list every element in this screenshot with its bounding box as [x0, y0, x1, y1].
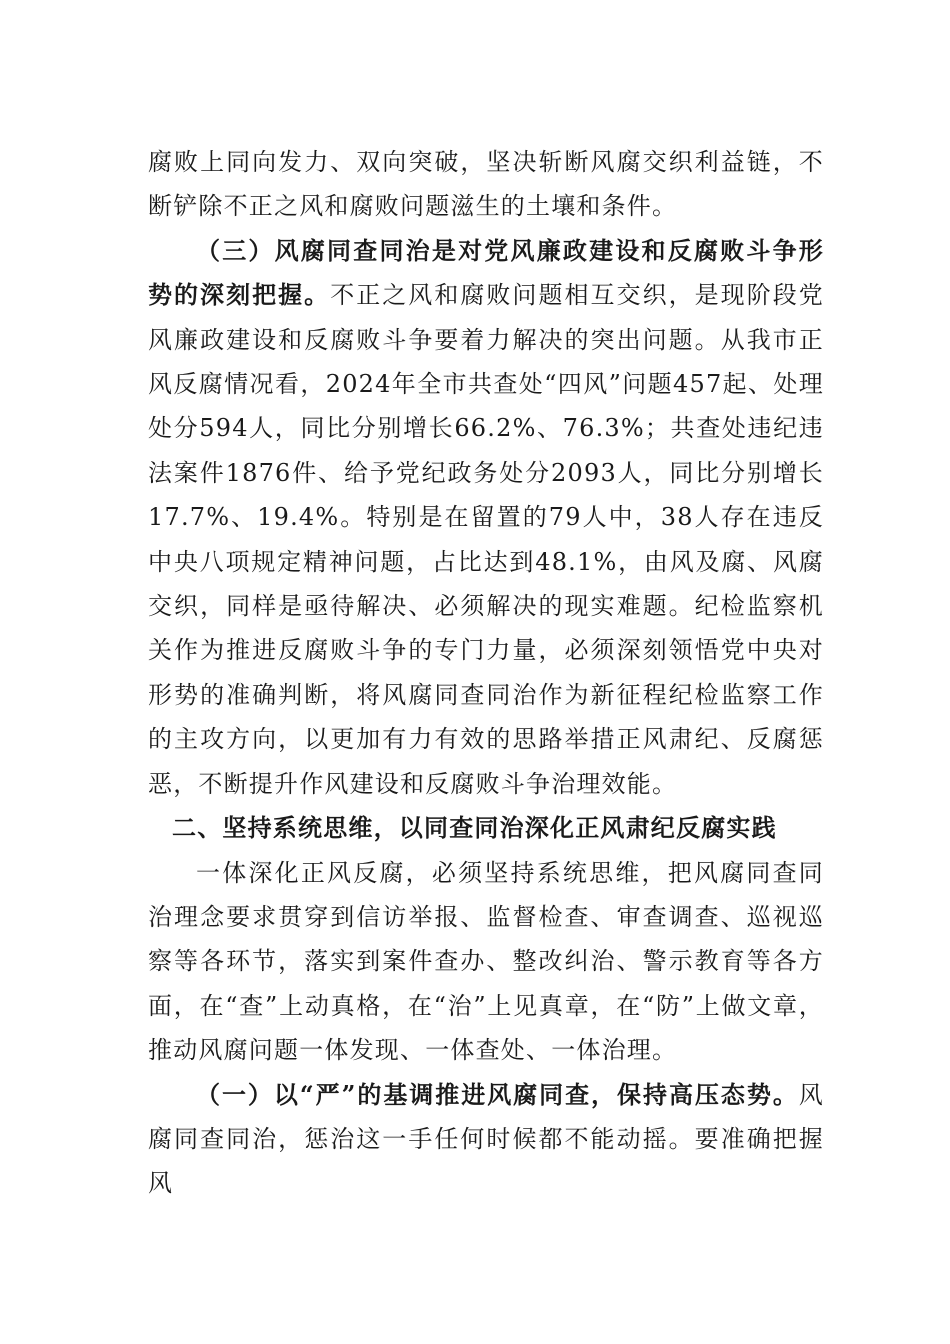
- paragraph-lead-heading: （三）风腐同查同治是对党风廉政建设和反腐败斗争形势的深刻把握。: [148, 235, 824, 310]
- paragraph-subsection-one: [148, 1073, 824, 1206]
- paragraph-section-three: [148, 229, 824, 806]
- paragraph-text: 不正之风和腐败问题相互交织，是现阶段党风廉政建设和反腐败斗争要着力解决的突出问题。从我市正风反腐情况看，2024年全市共查处“四风”问题457起、处理处分594人，同比分别增长66.2%、76.3%；共查处违纪违法案件1876件、给予党纪政务处分2093人，同比分别增长17.7%、19.4%。特别是在留置的79人中，38人存在违反中央八项规定精神问题，占比达到48.1%，由风及腐、风腐交织，同样是亟待解决、必须解决的现实难题。纪检监察机关作为推进反腐败斗争的专门力量，必须深刻领悟党中央对形势的准确判断，将风腐同查同治作为新征程纪检监察工作的主攻方向，以更加有力有效的思路举措正风肃纪、反腐惩恶，不断提升作风建设和反腐败斗争治理效能。: [148, 281, 824, 798]
- paragraph-systematic-thinking: [148, 851, 824, 1073]
- paragraph-lead-heading: （一）以“严”的基调推进风腐同查，保持高压态势。: [196, 1079, 799, 1109]
- paragraph-text: 腐败上同向发力、双向突破，坚决斩断风腐交织利益链，不断铲除不正之风和腐败问题滋生的土壤和条件。: [148, 148, 824, 221]
- section-heading-two: 二、坚持系统思维，以同查同治深化正风肃纪反腐实践: [172, 814, 777, 843]
- paragraph-text: 一体深化正风反腐，必须坚持系统思维，把风腐同查同治理念要求贯穿到信访举报、监督检查、审查调查、巡视巡察等各环节，落实到案件查办、整改纠治、警示教育等各方面，在“查”上动真格，在“治”上见真章，在“防”上做文章，推动风腐问题一体发现、一体查处、一体治理。: [148, 858, 824, 1065]
- document-body: [148, 140, 824, 1206]
- paragraph-continuation: [148, 140, 824, 229]
- paragraph-text: 风腐同查同治，惩治这一手任何时候都不能动摇。要准确把握风: [148, 1080, 824, 1198]
